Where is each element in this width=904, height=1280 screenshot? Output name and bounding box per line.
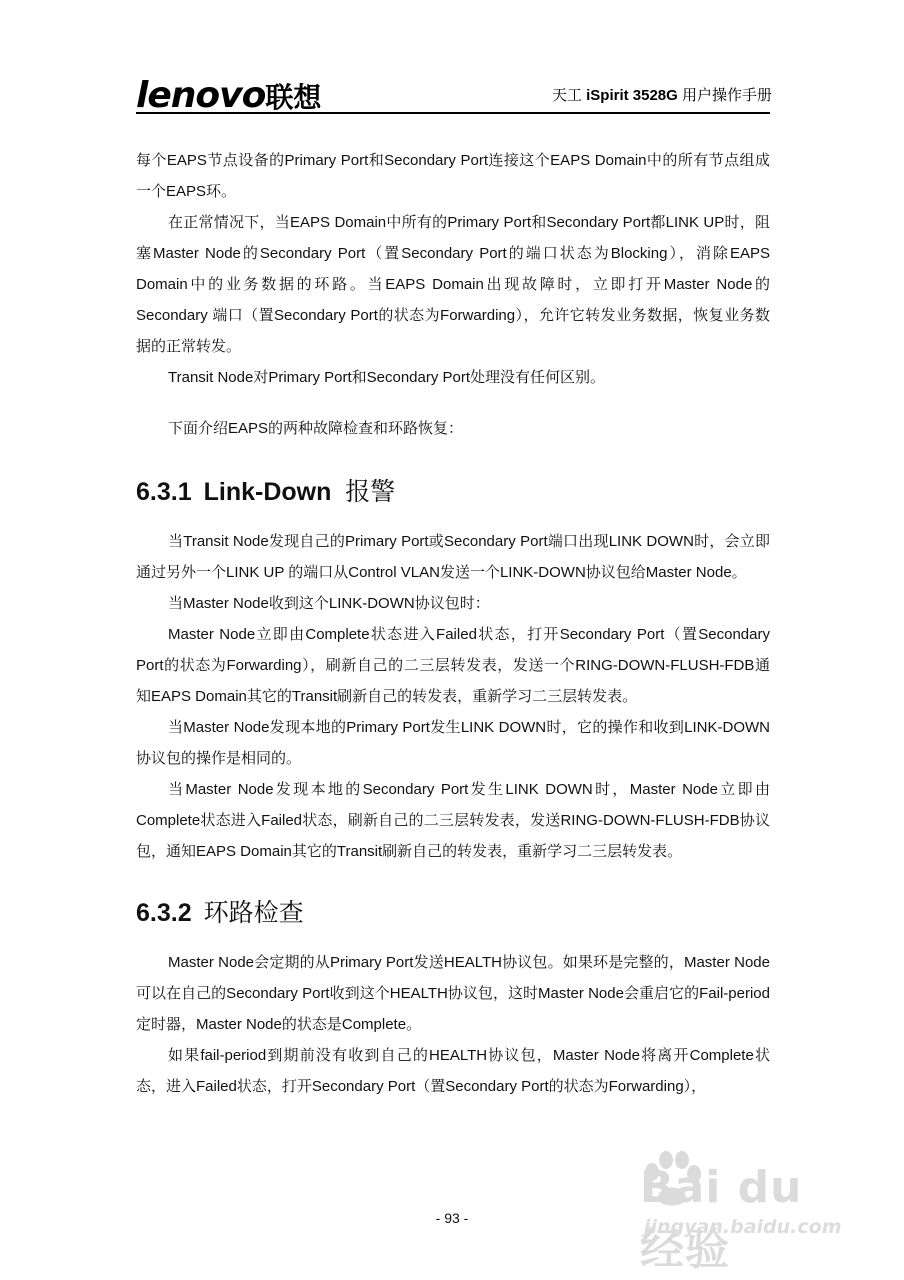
- manual-title-prefix: 天工: [551, 87, 587, 104]
- spacer: [136, 393, 770, 413]
- paragraph: 在正常情况下，当EAPS Domain中所有的Primary Port和Secondary Port都LINK UP时，阻塞Master Node的Secondary Port（置Secondary Port的端口状态为Blocking），消除EAPS Domain中的业务数据的环路。当EAPS Domain出现故障时，立即打开Master Node的Secondary 端口（置Secondary Port的状态为Forwarding），允许它转发业务数据，恢复业务数据的正常转发。: [136, 214, 770, 355]
- page-number: - 93 -: [435, 1210, 469, 1226]
- paragraph: 每个EAPS节点设备的Primary Port和Secondary Port连接这个EAPS Domain中的所有节点组成一个EAPS环。: [136, 152, 770, 200]
- watermark-url: jingyan.baidu.com: [644, 1216, 842, 1238]
- paragraph: 下面介绍EAPS的两种故障检查和环路恢复：: [168, 420, 464, 437]
- section-number: 6.3.1: [136, 478, 192, 506]
- paragraph: Transit Node对Primary Port和Secondary Port处理没有任何区别。: [168, 369, 606, 386]
- baidu-jingyan-watermark: [636, 1150, 856, 1275]
- paragraph: 如果fail-period到期前没有收到自己的HEALTH协议包，Master Node将离开Complete状态，进入Failed状态，打开Secondary Port（置Secondary Port的状态为Forwarding），: [136, 1047, 770, 1095]
- logo-chinese-text: 联想: [265, 81, 322, 114]
- paragraph: 当Master Node发现本地的Primary Port发生LINK DOWN时，它的操作和收到LINK-DOWN协议包的操作是相同的。: [136, 719, 770, 767]
- paragraph: Master Node立即由Complete状态进入Failed状态，打开Secondary Port（置Secondary Port的状态为Forwarding），刷新自己的二三层转发表，发送一个RING-DOWN-FLUSH-FDB通知EAPS Domain其它的Transit刷新自己的转发表，重新学习二三层转发表。: [136, 626, 770, 705]
- watermark-brand: Bai du 经验: [640, 1162, 803, 1275]
- section-heading-6-3-2: [136, 893, 770, 933]
- paragraph: 当Master Node发现本地的Secondary Port发生LINK DOWN时，Master Node立即由Complete状态进入Failed状态，刷新自己的二三层转发表，发送RING-DOWN-FLUSH-FDB协议包，通知EAPS Domain其它的Transit刷新自己的转发表，重新学习二三层转发表。: [136, 781, 770, 860]
- section-title-chinese: 报警: [345, 478, 396, 506]
- section-number: 6.3.2: [136, 899, 192, 927]
- paragraph: Master Node会定期的从Primary Port发送HEALTH协议包。如果环是完整的，Master Node可以在自己的Secondary Port收到这个HEALTH协议包，这时Master Node会重启它的Fail-period定时器，Master Node的状态是Complete。: [136, 954, 770, 1033]
- manual-title-product: iSpirit 3528G: [586, 87, 678, 104]
- section-title-latin: Link-Down: [203, 478, 332, 506]
- section-heading-6-3-1: [136, 472, 770, 512]
- logo-latin-text: lenovo: [136, 75, 266, 116]
- page-content: [136, 145, 770, 1102]
- paragraph: 当Master Node收到这个LINK-DOWN协议包时：: [168, 595, 490, 612]
- header-divider: [136, 112, 770, 114]
- section-title-chinese: 环路检查: [203, 899, 304, 927]
- paragraph: 当Transit Node发现自己的Primary Port或Secondary Port端口出现LINK DOWN时，会立即通过另外一个LINK UP 的端口从Control VLAN发送一个LINK-DOWN协议包给Master Node。: [136, 533, 770, 581]
- manual-title-suffix: 用户操作手册: [677, 87, 772, 104]
- manual-title: [552, 86, 772, 106]
